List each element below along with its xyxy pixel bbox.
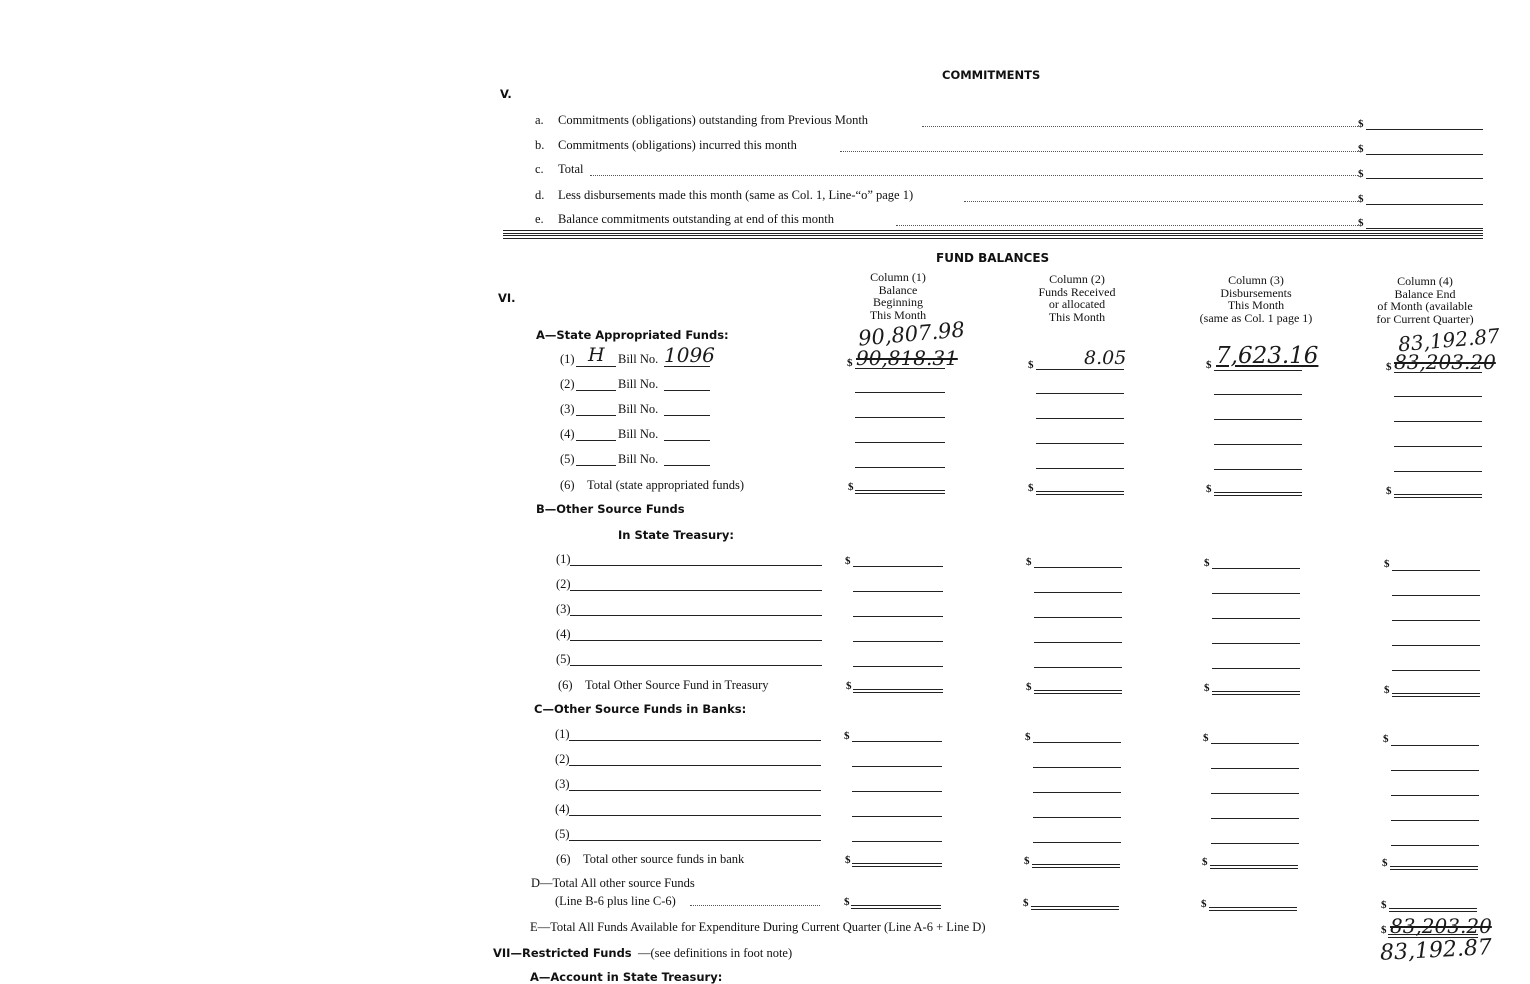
row-number: (1) [555, 727, 570, 741]
source-name-field[interactable] [569, 815, 821, 816]
dollar-sign: $ [1384, 558, 1390, 570]
a1-col3-field[interactable] [1214, 370, 1302, 371]
row-number: (6) [556, 852, 571, 866]
b5-col3-field[interactable] [1212, 668, 1300, 669]
dollar-sign: $ [1382, 857, 1388, 869]
source-name-field[interactable] [570, 565, 822, 566]
section-divider [503, 230, 1483, 234]
row-number: (3) [556, 602, 571, 616]
dollar-sign: $ [844, 730, 850, 742]
bill-number-field[interactable] [664, 440, 710, 441]
c5-col1-field[interactable] [852, 841, 942, 842]
a-total-col4-field[interactable] [1394, 494, 1482, 498]
b3-col1-field[interactable] [853, 616, 943, 617]
a4-col1-field[interactable] [855, 442, 945, 443]
section-divider [503, 235, 1483, 239]
bill-number-field[interactable] [664, 465, 710, 466]
handwritten-col4-struck: 83,203.20 [1394, 350, 1496, 374]
leader-dots [922, 126, 1358, 127]
dollar-sign: $ [1206, 483, 1212, 495]
dollar-sign: $ [1025, 731, 1031, 743]
column-4-header: Column (4) Balance End of Month (available for Current Quarter) [1376, 274, 1474, 326]
row-number: (3) [555, 777, 570, 791]
commitments-a-field[interactable] [1366, 129, 1483, 130]
b2-col1-field[interactable] [853, 591, 943, 592]
line-letter: a. [535, 113, 544, 127]
b4-col1-field[interactable] [853, 641, 943, 642]
dollar-sign: $ [1026, 556, 1032, 568]
c4-col4-field[interactable] [1391, 820, 1479, 821]
column-2-header: Column (2) Funds Received or allocated This Month [1038, 272, 1116, 324]
d-total-col4-field[interactable] [1389, 908, 1477, 912]
total-label: Total other source funds in bank [583, 852, 745, 866]
c3-col2-field[interactable] [1033, 792, 1121, 793]
b5-col4-field[interactable] [1392, 670, 1480, 671]
a3-col1-field[interactable] [855, 417, 945, 418]
b1-col4-field[interactable] [1392, 570, 1480, 571]
c2-col3-field[interactable] [1211, 768, 1299, 769]
c1-col1-field[interactable] [852, 741, 942, 742]
b5-col2-field[interactable] [1034, 667, 1122, 668]
a2-col1-field[interactable] [855, 392, 945, 393]
dollar-sign: $ [1383, 733, 1389, 745]
a4-col4-field[interactable] [1394, 446, 1482, 447]
leader-dots [840, 151, 1358, 152]
a-total-col3-field[interactable] [1214, 492, 1302, 496]
c-total-col2-field[interactable] [1032, 864, 1120, 868]
leader-dots [690, 905, 820, 906]
b4-col3-field[interactable] [1212, 643, 1300, 644]
d-label-line2: (Line B-6 plus line C-6) [555, 894, 676, 908]
dollar-sign: $ [1206, 359, 1212, 371]
c3-col4-field[interactable] [1391, 795, 1479, 796]
dollar-sign: $ [1384, 684, 1390, 696]
bill-label: Bill No. [618, 377, 659, 391]
a5-col4-field[interactable] [1394, 471, 1482, 472]
line-text: Total [558, 162, 584, 176]
source-name-field[interactable] [570, 640, 822, 641]
source-name-field[interactable] [570, 615, 822, 616]
line-text: Balance commitments outstanding at end of this month [558, 212, 834, 226]
dollar-sign: $ [1024, 855, 1030, 867]
handwritten-bill-number: 1096 [664, 343, 715, 367]
b-total-col2-field[interactable] [1034, 690, 1122, 694]
in-state-treasury-subheading: In State Treasury: [618, 528, 734, 542]
c2-col1-field[interactable] [852, 766, 942, 767]
bill-number-field[interactable] [664, 390, 710, 391]
commitments-e-field[interactable] [1366, 228, 1483, 229]
dollar-sign: $ [1358, 143, 1364, 155]
line-letter: e. [535, 212, 544, 226]
a3-col3-field[interactable] [1214, 419, 1302, 420]
row-number: (4) [556, 627, 571, 641]
line-text: Commitments (obligations) incurred this month [558, 138, 797, 152]
b1-col3-field[interactable] [1212, 568, 1300, 569]
b-total-col3-field[interactable] [1212, 691, 1300, 695]
a5-col2-field[interactable] [1036, 468, 1124, 469]
commitments-d-field[interactable] [1366, 204, 1483, 205]
line-text: Less disbursements made this month (same as Col. 1, Line-“o” page 1) [558, 188, 914, 202]
handwritten-bill-prefix: H [588, 344, 605, 366]
row-number: (2) [556, 577, 571, 591]
fund-balances-title: FUND BALANCES [936, 251, 1050, 265]
dollar-sign: $ [1023, 897, 1029, 909]
row-number: (2) [560, 377, 575, 391]
row-number: (2) [555, 752, 570, 766]
row-number: (1) [556, 552, 571, 566]
c-total-col4-field[interactable] [1390, 866, 1478, 870]
commitments-b-field[interactable] [1366, 154, 1483, 155]
b1-col1-field[interactable] [853, 566, 943, 567]
column-3-header: Column (3) Disbursements This Month (same as Col. 1 page 1) [1199, 273, 1313, 325]
handwritten-col1-struck: 90,818.31 [856, 346, 958, 370]
b3-col3-field[interactable] [1212, 618, 1300, 619]
b-total-col1-field[interactable] [853, 689, 943, 693]
handwritten-e-corrected: 83,192.87 [1379, 935, 1493, 966]
prefix-field[interactable] [576, 366, 616, 367]
row-number: (5) [556, 652, 571, 666]
b3-col4-field[interactable] [1392, 620, 1480, 621]
other-source-heading: B—Other Source Funds [536, 502, 685, 516]
c2-col4-field[interactable] [1391, 770, 1479, 771]
prefix-field[interactable] [576, 440, 616, 441]
handwritten-col3-value: 7,623.16 [1216, 343, 1319, 369]
row-number: (1) [560, 352, 575, 366]
a1-col2-field[interactable] [1036, 369, 1124, 370]
dollar-sign: $ [1026, 681, 1032, 693]
row-number: (4) [560, 427, 575, 441]
a5-col3-field[interactable] [1214, 469, 1302, 470]
section-v-number: V. [500, 87, 512, 101]
a2-col4-field[interactable] [1394, 396, 1482, 397]
bill-number-field[interactable] [664, 415, 710, 416]
column-1-header: Column (1) Balance Beginning This Month [869, 270, 927, 322]
b4-col4-field[interactable] [1392, 645, 1480, 646]
b-total-col4-field[interactable] [1392, 693, 1480, 697]
b1-col2-field[interactable] [1034, 567, 1122, 568]
c5-col4-field[interactable] [1391, 845, 1479, 846]
bill-label: Bill No. [618, 452, 659, 466]
a3-col2-field[interactable] [1036, 418, 1124, 419]
a4-col2-field[interactable] [1036, 443, 1124, 444]
total-label: Total Other Source Fund in Treasury [585, 678, 769, 692]
dollar-sign: $ [1201, 898, 1207, 910]
dollar-sign: $ [1358, 193, 1364, 205]
row-number: (5) [555, 827, 570, 841]
a3-col4-field[interactable] [1394, 421, 1482, 422]
source-name-field[interactable] [569, 740, 821, 741]
dollar-sign: $ [1386, 485, 1392, 497]
restricted-funds-title: VII—Restricted Funds [493, 946, 632, 960]
line-letter: d. [535, 188, 545, 202]
dollar-sign: $ [848, 481, 854, 493]
dollar-sign: $ [1028, 359, 1034, 371]
dollar-sign: $ [1203, 732, 1209, 744]
dollar-sign: $ [1381, 924, 1387, 936]
bill-label: Bill No. [618, 427, 659, 441]
leader-dots [964, 201, 1358, 202]
c3-col3-field[interactable] [1211, 793, 1299, 794]
c5-col3-field[interactable] [1211, 843, 1299, 844]
source-name-field[interactable] [570, 665, 822, 666]
dollar-sign: $ [1204, 682, 1210, 694]
row-number: (6) [560, 478, 575, 492]
c4-col1-field[interactable] [852, 816, 942, 817]
c1-col2-field[interactable] [1033, 742, 1121, 743]
dollar-sign: $ [1028, 482, 1034, 494]
dollar-sign: $ [1202, 856, 1208, 868]
account-in-state-treasury-heading: A—Account in State Treasury: [530, 970, 723, 984]
c3-col1-field[interactable] [852, 791, 942, 792]
handwritten-col2-value: 8.05 [1084, 347, 1127, 369]
b5-col1-field[interactable] [853, 666, 943, 667]
dollar-sign: $ [1381, 899, 1387, 911]
a-total-col1-field[interactable] [855, 490, 945, 494]
commitments-c-field[interactable] [1366, 178, 1483, 179]
prefix-field[interactable] [576, 415, 616, 416]
row-number: (3) [560, 402, 575, 416]
handwritten-col1-corrected: 90,807.98 [857, 317, 966, 351]
commitments-title: COMMITMENTS [942, 68, 1041, 82]
state-appropriated-heading: A—State Appropriated Funds: [536, 328, 729, 342]
row-number: (4) [555, 802, 570, 816]
b2-col4-field[interactable] [1392, 595, 1480, 596]
d-label-line1: D—Total All other source Funds [531, 876, 695, 890]
row-number: (5) [560, 452, 575, 466]
dollar-sign: $ [1358, 118, 1364, 130]
e-total-label: E—Total All Funds Available for Expenditure During Current Quarter (Line A-6 + Line D) [530, 920, 986, 934]
dollar-sign: $ [1204, 557, 1210, 569]
banks-heading: C—Other Source Funds in Banks: [534, 702, 747, 716]
total-label: Total (state appropriated funds) [587, 478, 745, 492]
c5-col2-field[interactable] [1033, 842, 1121, 843]
dollar-sign: $ [846, 680, 852, 692]
bill-label: Bill No. [618, 352, 659, 366]
section-vi-number: VI. [498, 291, 516, 305]
line-letter: b. [535, 138, 545, 152]
dollar-sign: $ [1358, 168, 1364, 180]
dollar-sign: $ [845, 854, 851, 866]
leader-dots [590, 175, 1358, 176]
a-total-col2-field[interactable] [1036, 491, 1124, 495]
dollar-sign: $ [1358, 217, 1364, 229]
c1-col3-field[interactable] [1211, 743, 1299, 744]
handwritten-e-struck: 83,203.20 [1390, 914, 1492, 938]
source-name-field[interactable] [570, 590, 822, 591]
bill-label: Bill No. [618, 402, 659, 416]
d-total-col3-field[interactable] [1209, 907, 1297, 911]
dollar-sign: $ [845, 555, 851, 567]
prefix-field[interactable] [576, 390, 616, 391]
restricted-funds-note: —(see definitions in foot note) [638, 946, 793, 960]
handwritten-col4-corrected: 83,192.87 [1397, 323, 1501, 357]
d-total-col2-field[interactable] [1031, 906, 1119, 910]
a2-col3-field[interactable] [1214, 394, 1302, 395]
source-name-field[interactable] [569, 840, 821, 841]
leader-dots [896, 225, 1358, 226]
c-total-col3-field[interactable] [1210, 865, 1298, 869]
c1-col4-field[interactable] [1391, 745, 1479, 746]
b2-col2-field[interactable] [1034, 592, 1122, 593]
source-name-field[interactable] [569, 790, 821, 791]
c4-col3-field[interactable] [1211, 818, 1299, 819]
row-number: (6) [558, 678, 573, 692]
b2-col3-field[interactable] [1212, 593, 1300, 594]
line-letter: c. [535, 162, 544, 176]
line-text: Commitments (obligations) outstanding from Previous Month [558, 113, 869, 127]
dollar-sign: $ [844, 896, 850, 908]
dollar-sign: $ [847, 357, 853, 369]
a2-col2-field[interactable] [1036, 393, 1124, 394]
d-total-col1-field[interactable] [851, 905, 941, 909]
dollar-sign: $ [1386, 361, 1392, 373]
prefix-field[interactable] [576, 465, 616, 466]
b3-col2-field[interactable] [1034, 617, 1122, 618]
a4-col3-field[interactable] [1214, 444, 1302, 445]
c-total-col1-field[interactable] [852, 863, 942, 867]
c2-col2-field[interactable] [1033, 767, 1121, 768]
source-name-field[interactable] [569, 765, 821, 766]
a5-col1-field[interactable] [855, 467, 945, 468]
c4-col2-field[interactable] [1033, 817, 1121, 818]
b4-col2-field[interactable] [1034, 642, 1122, 643]
